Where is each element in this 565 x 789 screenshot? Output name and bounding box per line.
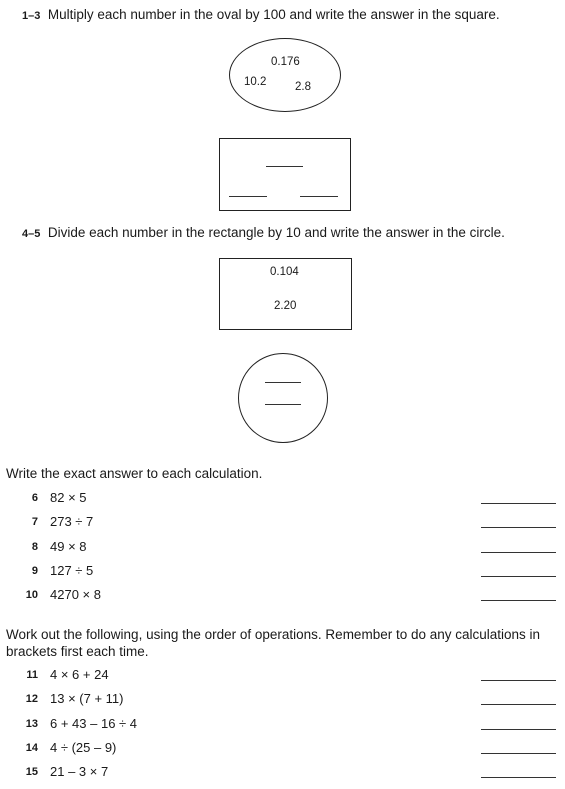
question-row xyxy=(0,690,565,708)
section-instruction: Write the exact answer to each calculation. xyxy=(6,466,263,481)
question-expression: 21 – 3 × 7 xyxy=(50,764,109,779)
question-row xyxy=(0,666,565,684)
question-row xyxy=(0,513,565,531)
answer-line[interactable] xyxy=(481,552,556,553)
question-number: 11 xyxy=(26,669,38,681)
question-row xyxy=(0,538,565,556)
question-4-5-heading xyxy=(22,225,505,240)
question-row xyxy=(0,715,565,733)
answer-circle xyxy=(238,353,328,443)
question-number: 4–5 xyxy=(22,228,41,240)
question-number: 8 xyxy=(31,541,38,553)
oval-value: 10.2 xyxy=(244,76,267,88)
oval-value: 0.176 xyxy=(271,56,300,68)
answer-square xyxy=(219,138,351,211)
question-number: 14 xyxy=(25,742,38,754)
question-number: 10 xyxy=(25,589,38,601)
question-row xyxy=(0,763,565,781)
answer-line[interactable] xyxy=(481,576,556,577)
question-row xyxy=(0,562,565,580)
question-expression: 4 × 6 + 24 xyxy=(50,667,109,682)
question-expression: 6 + 43 – 16 ÷ 4 xyxy=(50,716,138,731)
rectangle-value: 0.104 xyxy=(270,266,299,278)
answer-line[interactable] xyxy=(481,503,556,504)
question-expression: 273 ÷ 7 xyxy=(50,514,94,529)
instruction-text: Divide each number in the rectangle by 10 and write the answer in the circle. xyxy=(47,225,505,240)
answer-line[interactable] xyxy=(481,753,556,754)
question-1-3-heading xyxy=(22,7,500,22)
answer-line[interactable] xyxy=(229,196,267,197)
question-expression: 4270 × 8 xyxy=(50,587,101,602)
question-number: 1–3 xyxy=(22,10,41,22)
question-expression: 49 × 8 xyxy=(50,539,87,554)
answer-line[interactable] xyxy=(265,404,301,405)
instruction-text: Multiply each number in the oval by 100 and write the answer in the square. xyxy=(47,7,500,22)
section-instruction: Work out the following, using the order of operations. Remember to do any calculations in brackets first each time. xyxy=(6,627,541,659)
question-row xyxy=(0,739,565,757)
question-expression: 4 ÷ (25 – 9) xyxy=(50,740,117,755)
number-oval xyxy=(229,38,341,112)
question-expression: 13 × (7 + 11) xyxy=(50,691,124,706)
question-expression: 127 ÷ 5 xyxy=(50,563,94,578)
answer-line[interactable] xyxy=(300,196,338,197)
question-number: 13 xyxy=(25,718,38,730)
question-number: 7 xyxy=(31,516,38,528)
question-number: 9 xyxy=(31,565,38,577)
answer-line[interactable] xyxy=(481,527,556,528)
answer-line[interactable] xyxy=(481,600,556,601)
question-number: 15 xyxy=(25,766,38,778)
answer-line[interactable] xyxy=(266,166,303,167)
question-number: 6 xyxy=(31,492,38,504)
question-number: 12 xyxy=(25,693,38,705)
rectangle-value: 2.20 xyxy=(274,300,297,312)
answer-line[interactable] xyxy=(481,729,556,730)
question-expression: 82 × 5 xyxy=(50,490,87,505)
answer-line[interactable] xyxy=(481,777,556,778)
question-row xyxy=(0,586,565,604)
oval-value: 2.8 xyxy=(295,81,311,93)
answer-line[interactable] xyxy=(481,704,556,705)
answer-line[interactable] xyxy=(481,680,556,681)
question-row xyxy=(0,489,565,507)
answer-line[interactable] xyxy=(265,382,301,383)
